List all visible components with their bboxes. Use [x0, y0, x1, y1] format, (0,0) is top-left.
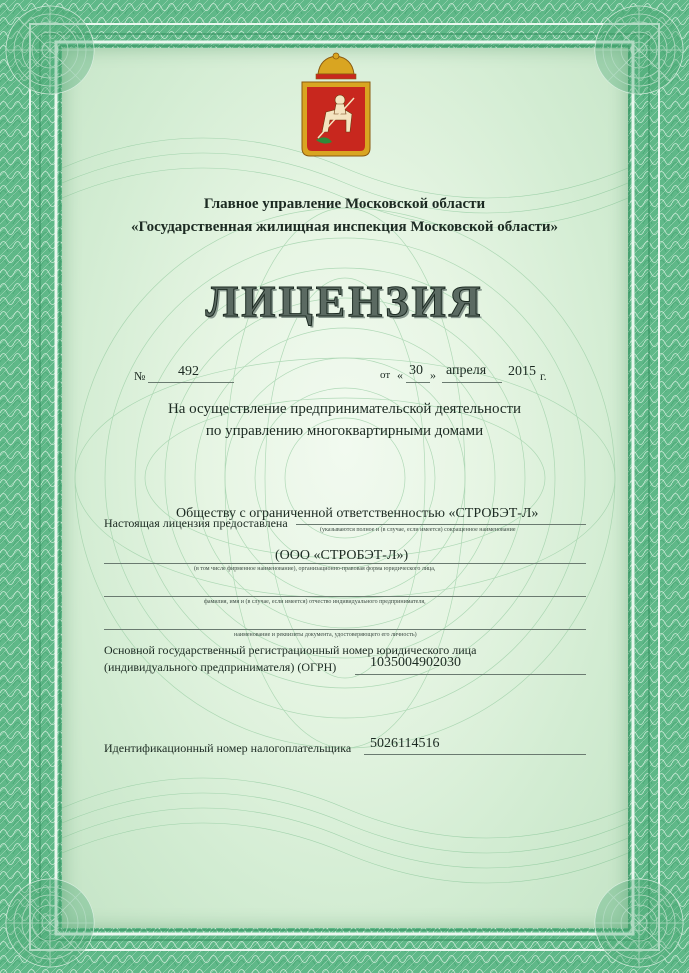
ogrn-label-line-2: (индивидуального предпринимателя) (ОГРН)	[104, 660, 337, 674]
name-underline-1	[296, 524, 586, 525]
org-line-1: Главное управление Московской области	[203, 196, 486, 212]
org-line-2: «Государственная жилищная инспекция Московской области»	[130, 219, 559, 235]
number-label: №	[134, 369, 146, 383]
inn-label: Идентификационный номер налогоплательщика	[104, 741, 352, 755]
corner-rosette-top-left	[2, 2, 98, 98]
caption-3: фамилия, имя и (в случае, если имеется) отчество индивидуального предпринимателя,	[204, 599, 426, 605]
ogrn-label-line-1: Основной государственный регистрационный номер юридического лица	[104, 643, 477, 657]
inn-value: 5026114516	[370, 736, 440, 751]
caption-1: (указываются полное и (в случае, если имеется) сокращенное наименование	[320, 527, 516, 533]
license-year: 2015	[508, 364, 536, 379]
month-underline	[442, 382, 502, 383]
caption-2: (в том числе фирменное наименование), организационно-правовая форма юридического лица,	[194, 566, 436, 572]
corner-rosette-bottom-right	[591, 875, 687, 971]
licensee-full-name: Обществу с ограниченной ответственностью «СТРОБЭТ-Л»	[176, 506, 539, 521]
number-underline	[148, 382, 234, 383]
date-prefix: от	[380, 369, 391, 381]
quote-close: »	[430, 368, 436, 382]
purpose-line-1: На осуществление предпринимательской деятельности	[167, 401, 522, 417]
license-number: 492	[178, 364, 199, 379]
ogrn-value: 1035004902030	[370, 655, 461, 670]
quote-open: «	[397, 368, 403, 382]
inn-underline	[364, 754, 586, 755]
document-title: ЛИЦЕНЗИЯ	[205, 277, 484, 326]
corner-rosette-top-right	[591, 2, 687, 98]
issued-to-label: Настоящая лицензия предоставлена	[104, 516, 288, 530]
ogrn-underline	[355, 674, 586, 675]
coat-of-arms-icon	[296, 52, 376, 164]
purpose-line-2: по управлению многоквартирными домами	[205, 423, 484, 439]
day-underline	[406, 382, 430, 383]
guilloche-pattern	[62, 48, 628, 928]
name-underline-4	[104, 629, 586, 630]
corner-rosette-bottom-left	[2, 875, 98, 971]
name-underline-3	[104, 596, 586, 597]
license-month: апреля	[446, 363, 487, 378]
name-underline-2	[104, 563, 586, 564]
caption-4: наименование и реквизиты документа, удостоверяющего его личность)	[234, 632, 417, 638]
licensee-short-name: (ООО «СТРОБЭТ-Л»)	[275, 548, 409, 563]
year-suffix: г.	[540, 369, 547, 383]
license-day: 30	[409, 363, 423, 378]
